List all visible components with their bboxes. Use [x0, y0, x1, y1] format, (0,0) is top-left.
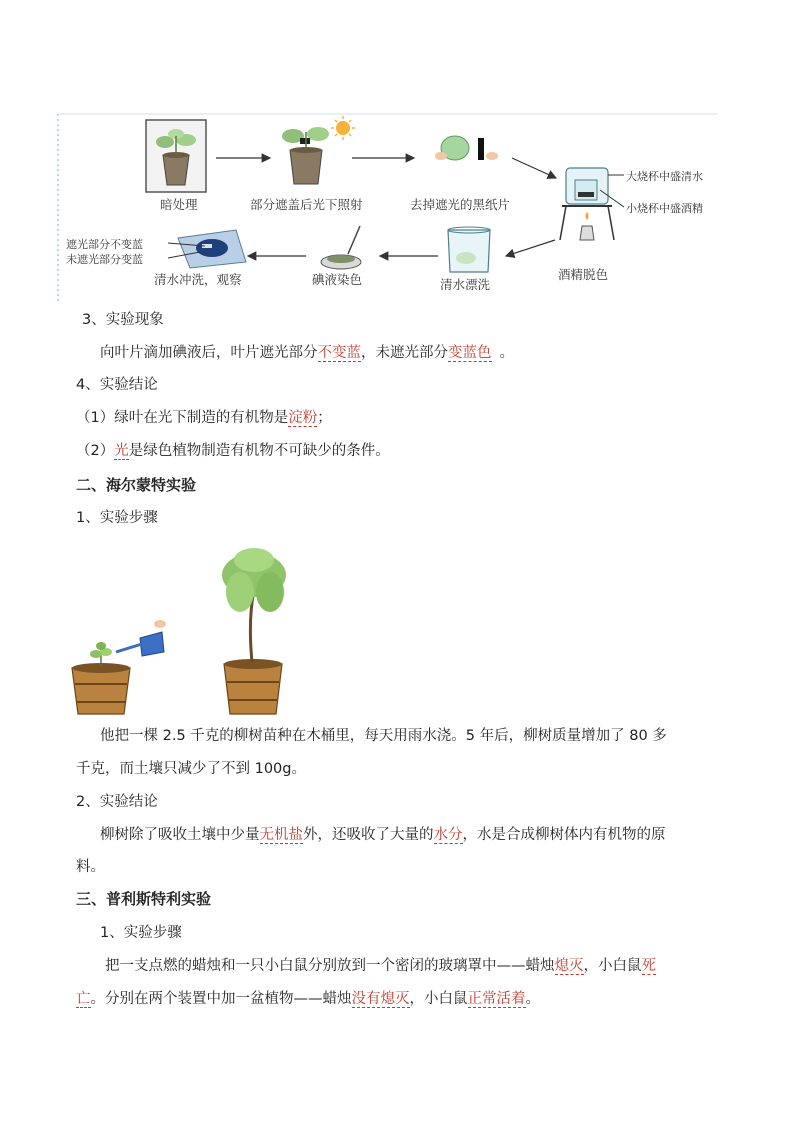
label-rinse: 清水漂洗	[440, 277, 491, 292]
priestley-l2-a: 。分别在两个装置中加一盆植物——蜡烛	[90, 991, 352, 1007]
arrow-3	[512, 158, 556, 178]
phenomenon-heading: 3、实验现象	[82, 312, 164, 328]
stained-leaf-plate	[178, 230, 246, 268]
key-inorganic-salt: 无机盐	[259, 827, 303, 843]
conclusion-1	[76, 408, 332, 428]
helmont-heading: 二、海尔蒙特实验	[76, 476, 197, 494]
label-big-beaker: 大烧杯中盛清水	[626, 170, 703, 183]
conclusion-1-pre: （1）绿叶在光下制造的有机物是	[76, 410, 289, 426]
helmont-conclusion-heading: 2、实验结论	[76, 794, 158, 810]
priestley-l1-mid: ，小白鼠	[583, 958, 642, 974]
helmont-paragraph-line1: 他把一棵 2.5 千克的柳树苗种在木桶里，每天用雨水浇。5 年后，柳树质量增加了 80 多	[100, 728, 667, 744]
label-observe: 清水冲洗，观察	[154, 272, 242, 287]
key-not-extinguished: 没有熄灭	[351, 991, 410, 1007]
watering-can-icon	[116, 620, 166, 656]
rinse-beaker	[448, 227, 490, 272]
big-bucket-willow	[222, 548, 286, 714]
priestley-l1-pre: 把一支点燃的蜡烛和一只小白鼠分别放到一个密闭的玻璃罩中——蜡烛	[105, 958, 555, 974]
conclusion-2	[76, 441, 390, 461]
helmont-c-pre: 柳树除了吸收土壤中少量	[100, 827, 260, 843]
conclusion-heading: 4、实验结论	[76, 377, 158, 393]
label-iodine: 碘液染色	[312, 272, 363, 287]
helmont-conclusion-line2: 料。	[76, 859, 105, 875]
iodine-dish	[321, 226, 361, 269]
helmont-conclusion-line1	[100, 825, 666, 845]
alcohol-bath-apparatus	[560, 168, 614, 240]
key-dead-2: 亡	[76, 991, 91, 1007]
leaf-in-hands	[435, 136, 498, 160]
label-cover-light: 部分遮盖后光下照射	[250, 197, 363, 212]
arrow-4	[506, 240, 555, 256]
label-remove-paper: 去掉遮光的黑纸片	[410, 197, 511, 212]
small-bucket-sapling	[72, 642, 130, 714]
priestley-line1	[105, 956, 656, 976]
phenomenon-mid: ，未遮光部分	[361, 345, 448, 361]
priestley-steps-heading: 1、实验步骤	[100, 925, 182, 941]
light-exposure-pot	[282, 127, 329, 184]
phenomenon-pre: 向叶片滴加碘液后，叶片遮光部分	[100, 345, 318, 361]
photosynthesis-diagram	[0, 0, 794, 310]
key-dead-1: 死	[641, 958, 656, 974]
conclusion-2-pre: （2）	[76, 443, 115, 459]
label-small-beaker: 小烧杯中盛酒精	[626, 202, 703, 215]
sun-icon	[331, 116, 355, 140]
helmont-paragraph-line2: 千克，而土壤只减少了不到 100g。	[76, 761, 306, 777]
priestley-heading: 三、普利斯特利实验	[76, 890, 212, 908]
priestley-l2-end: 。	[525, 991, 540, 1007]
conclusion-2-end: 是绿色植物制造有机物不可缺少的条件。	[128, 443, 390, 459]
key-starch: 淀粉	[288, 410, 318, 426]
phenomenon-end: 。	[499, 345, 514, 361]
helmont-c-mid: 外，还吸收了大量的	[303, 827, 434, 843]
phenomenon-text	[100, 343, 514, 363]
conclusion-1-end: ；	[317, 410, 332, 426]
key-light: 光	[114, 443, 129, 459]
label-dark-treatment: 暗处理	[160, 197, 198, 212]
priestley-line2	[76, 989, 540, 1009]
key-water: 水分	[433, 827, 463, 843]
priestley-l2-b: ，小白鼠	[409, 991, 468, 1007]
dark-treatment-pot	[146, 120, 206, 192]
label-covered-part: 遮光部分不变蓝	[66, 238, 143, 251]
label-alcohol: 酒精脱色	[558, 267, 609, 282]
key-turns-blue: 变蓝色	[448, 345, 492, 361]
key-alive: 正常活着	[467, 991, 526, 1007]
helmont-c-end: ，水是合成柳树体内有机物的原	[462, 827, 666, 843]
key-no-blue: 不变蓝	[317, 345, 361, 361]
label-uncovered-part: 未遮光部分变蓝	[66, 253, 143, 266]
helmont-steps-heading: 1、实验步骤	[76, 510, 158, 526]
key-extinguished: 熄灭	[554, 958, 584, 974]
